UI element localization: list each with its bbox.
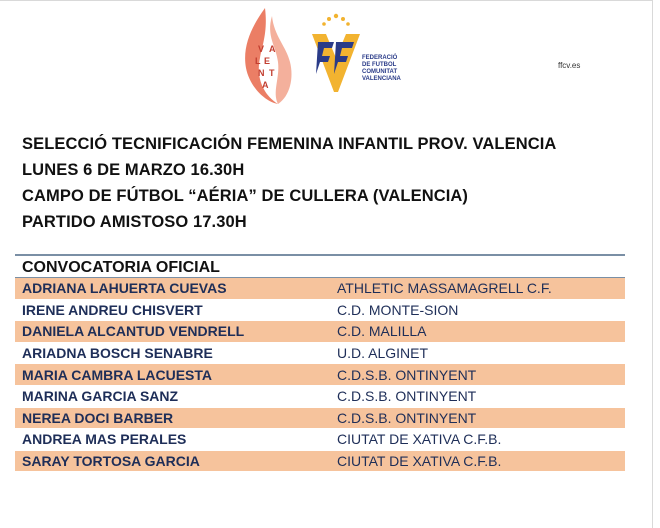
player-name: DANIELA ALCANTUD VENDRELL bbox=[22, 323, 245, 340]
club-name: C.D. MONTE-SION bbox=[337, 301, 459, 318]
event-headline bbox=[22, 131, 642, 235]
player-name: NEREA DOCI BARBER bbox=[22, 409, 174, 426]
headline-selection: SELECCIÓ TECNIFICACIÓN FEMENINA INFANTIL PROV. VALENCIA bbox=[22, 135, 557, 153]
svg-text:N: N bbox=[258, 68, 265, 78]
club-name: U.D. ALGINET bbox=[337, 345, 429, 362]
squad-list bbox=[15, 254, 625, 472]
svg-text:L: L bbox=[255, 56, 261, 66]
squad-rows bbox=[15, 278, 625, 472]
valenta-logo-icon bbox=[232, 6, 302, 106]
table-row bbox=[15, 429, 625, 451]
club-name: CIUTAT DE XATIVA C.F.B. bbox=[337, 453, 502, 470]
table-row bbox=[15, 451, 625, 473]
ffcv-name-line3: COMUNITAT bbox=[362, 69, 398, 75]
table-row bbox=[15, 386, 625, 408]
table-row bbox=[15, 408, 625, 430]
player-name: ADRIANA LAHUERTA CUEVAS bbox=[22, 280, 227, 297]
headline-match: PARTIDO AMISTOSO 17.30H bbox=[22, 213, 247, 231]
squad-title: CONVOCATORIA OFICIAL bbox=[15, 254, 625, 278]
svg-text:V: V bbox=[258, 44, 265, 54]
ffcv-name-line4: VALENCIANA bbox=[362, 76, 401, 82]
table-row bbox=[15, 343, 625, 365]
svg-text:A: A bbox=[269, 44, 276, 54]
headline-venue: CAMPO DE FÚTBOL “AÉRIA” DE CULLERA (VALENCIA) bbox=[22, 187, 469, 205]
club-name: C.D.S.B. ONTINYENT bbox=[337, 409, 477, 426]
page-top-border bbox=[0, 0, 652, 1]
player-name: MARINA GARCIA SANZ bbox=[22, 388, 179, 405]
svg-text:A: A bbox=[262, 80, 269, 90]
club-name: C.D.S.B. ONTINYENT bbox=[337, 366, 477, 383]
table-row bbox=[15, 300, 625, 322]
club-name: CIUTAT DE XATIVA C.F.B. bbox=[337, 431, 502, 448]
player-name: MARIA CAMBRA LACUESTA bbox=[22, 366, 213, 383]
player-name: IRENE ANDREU CHISVERT bbox=[22, 301, 203, 318]
ffcv-logo-icon bbox=[308, 10, 368, 100]
site-link[interactable]: ffcv.es bbox=[558, 61, 581, 70]
player-name: SARAY TORTOSA GARCIA bbox=[22, 453, 200, 470]
page-right-border bbox=[652, 0, 653, 528]
club-name: ATHLETIC MASSAMAGRELL C.F. bbox=[337, 280, 552, 297]
ffcv-name bbox=[362, 55, 442, 83]
table-row bbox=[15, 364, 625, 386]
svg-text:T: T bbox=[269, 68, 275, 78]
ffcv-name-line2: DE FUTBOL bbox=[362, 62, 397, 68]
player-name: ARIADNA BOSCH SENABRE bbox=[22, 345, 213, 362]
table-row bbox=[15, 321, 625, 343]
table-row bbox=[15, 278, 625, 300]
club-name: C.D.S.B. ONTINYENT bbox=[337, 388, 477, 405]
player-name: ANDREA MAS PERALES bbox=[22, 431, 187, 448]
headline-date: LUNES 6 DE MARZO 16.30H bbox=[22, 161, 245, 179]
ffcv-name-line1: FEDERACIÓ bbox=[362, 55, 398, 61]
svg-text:E: E bbox=[264, 56, 271, 66]
club-name: C.D. MALILLA bbox=[337, 323, 427, 340]
